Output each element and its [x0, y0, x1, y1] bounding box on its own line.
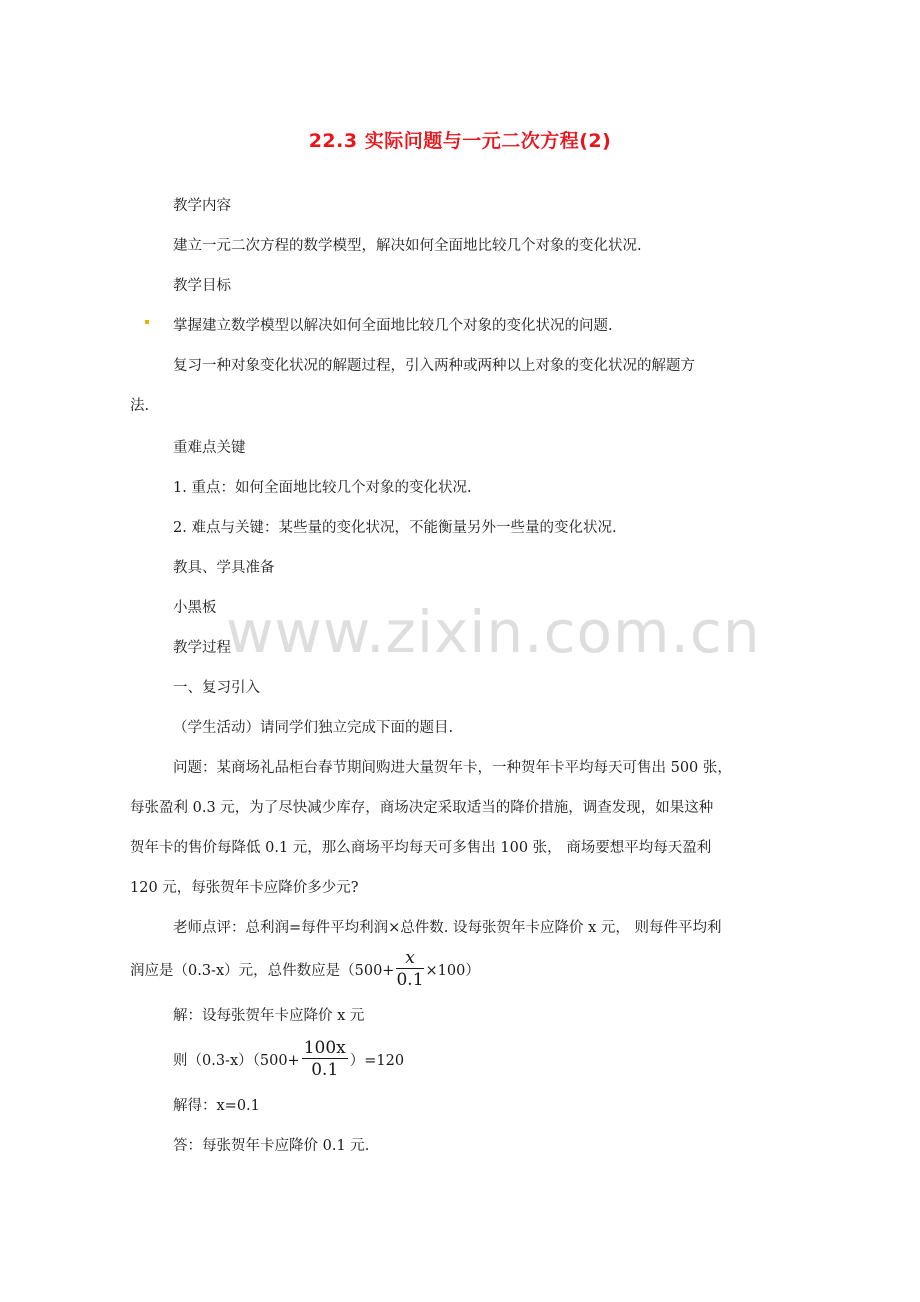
comment-line-1: 老师点评：总利润=每件平均利润×总件数. 设每张贺年卡应降价 x 元， 则每件平均利 — [173, 920, 722, 936]
page-title: 22.3 实际问题与一元二次方程(2) — [308, 130, 612, 152]
section-heading-goals: 教学目标 — [173, 278, 231, 294]
watermark: www.zixin.com.cn — [226, 598, 761, 666]
fraction-x-over-0-1 — [396, 948, 423, 991]
fraction-numerator — [302, 1038, 348, 1059]
comment-line-2-text-a: 润应是（0.3-x）元，总件数应是（500+ — [130, 963, 395, 979]
problem-line-2: 每张盈利 0.3 元，为了尽快减少库存，商场决定采取适当的降价措施，调查发现，如果这种 — [130, 800, 714, 816]
fraction-denominator: 0.1 — [396, 970, 424, 990]
keypoint-2: 2. 难点与关键：某些量的变化状况，不能衡量另外一些量的变化状况. — [173, 520, 617, 536]
fraction-100x-over-0-1 — [302, 1038, 348, 1081]
section-heading-keypoints: 重难点关键 — [173, 440, 246, 456]
equation-text-b: ）=120 — [349, 1053, 405, 1069]
solution-setup: 解：设每张贺年卡应降价 x 元 — [173, 1008, 365, 1024]
section-heading-tools: 教具、学具准备 — [173, 560, 275, 576]
paragraph-activity: （学生活动）请同学们独立完成下面的题目. — [173, 720, 454, 736]
fraction-denominator: 0.1 — [311, 1060, 339, 1080]
equation-text-a: 则（0.3-x）（500+ — [173, 1053, 300, 1069]
comment-line-2-text-b: ×100） — [425, 963, 480, 979]
keypoint-1: 1. 重点：如何全面地比较几个对象的变化状况. — [173, 480, 472, 496]
bullet-marker — [145, 320, 149, 324]
fraction-numerator: x — [396, 948, 423, 969]
section-heading-process: 教学过程 — [173, 640, 231, 656]
problem-line-1: 问题：某商场礼品柜台春节期间购进大量贺年卡，一种贺年卡平均每天可售出 500 张， — [173, 760, 732, 776]
section-heading-content: 教学内容 — [173, 198, 231, 214]
problem-line-4: 120 元，每张贺年卡应降价多少元? — [130, 880, 359, 896]
paragraph-goal-1: 掌握建立数学模型以解决如何全面地比较几个对象的变化状况的问题. — [173, 318, 613, 334]
equation-line — [173, 1038, 404, 1081]
paragraph-goal-2-cont: 法. — [130, 398, 150, 414]
fraction-numerator-text: 100x — [303, 1038, 346, 1058]
paragraph-content: 建立一元二次方程的数学模型，解决如何全面地比较几个对象的变化状况. — [173, 238, 642, 254]
comment-line-2 — [130, 948, 480, 991]
problem-line-3: 贺年卡的售价每降低 0.1 元，那么商场平均每天可多售出 100 张， 商场要想平均每天盈利 — [130, 840, 712, 856]
answer-line: 答：每张贺年卡应降价 0.1 元. — [173, 1138, 370, 1154]
solution-result: 解得：x=0.1 — [173, 1098, 260, 1114]
paragraph-goal-2: 复习一种对象变化状况的解题过程，引入两种或两种以上对象的变化状况的解题方 — [173, 358, 695, 374]
subsection-review: 一、复习引入 — [173, 680, 260, 696]
paragraph-tools: 小黑板 — [173, 600, 217, 616]
